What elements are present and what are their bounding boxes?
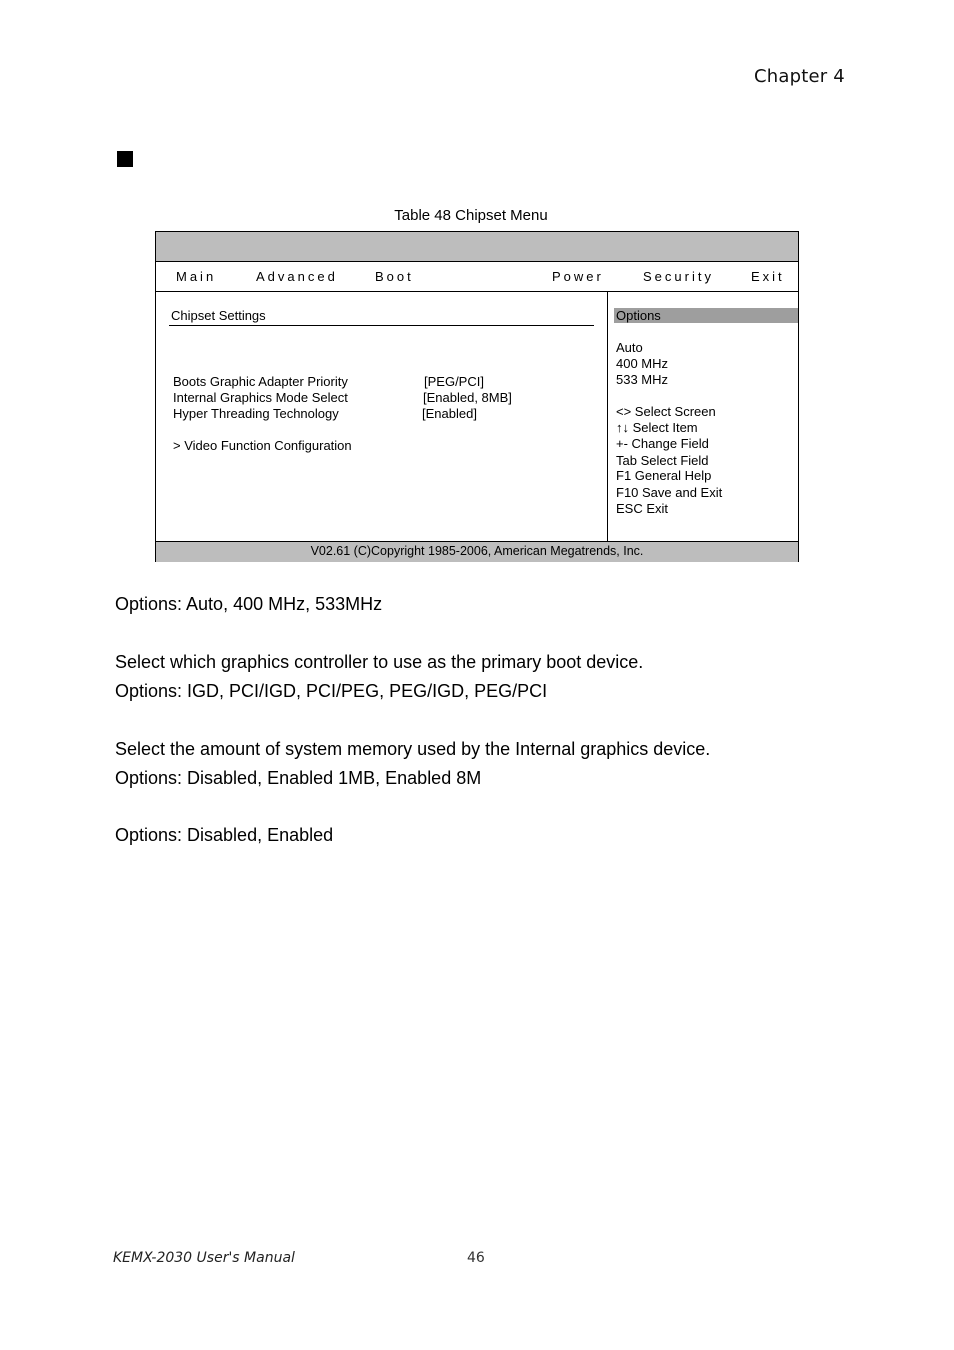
option-item: 400 MHz xyxy=(616,356,669,371)
body-paragraph: Select which graphics controller to use as the primary boot device. xyxy=(115,652,644,672)
setting-label: Hyper Threading Technology xyxy=(173,406,339,421)
body-paragraph: Options: Disabled, Enabled 1MB, Enabled 8M xyxy=(115,768,482,788)
bios-copyright-footer: V02.61 (C)Copyright 1985-2006, American Megatrends, Inc. xyxy=(156,541,798,562)
manual-title: KEMX-2030 User's Manual xyxy=(113,1250,295,1266)
body-paragraph: Options: Disabled, Enabled xyxy=(115,825,334,845)
menu-main[interactable]: Main xyxy=(176,269,217,284)
menu-security[interactable]: Security xyxy=(643,269,714,284)
setting-label: Boots Graphic Adapter Priority xyxy=(173,374,348,389)
key-help: F1 General Help xyxy=(616,468,712,483)
chapter-heading: Chapter 4 xyxy=(754,66,845,87)
option-item: Auto xyxy=(616,340,643,355)
bios-help-panel xyxy=(608,292,798,541)
submenu-video-function[interactable]: > Video Function Configuration xyxy=(173,438,352,453)
key-help: +- Change Field xyxy=(616,436,709,451)
bios-settings-panel xyxy=(156,292,608,541)
menu-exit[interactable]: Exit xyxy=(751,269,785,284)
bios-screen xyxy=(155,231,799,562)
table-caption: Table 48 Chipset Menu xyxy=(394,207,548,224)
body-paragraph: Options: IGD, PCI/IGD, PCI/PEG, PEG/IGD, PEG/PCI xyxy=(115,681,548,701)
page-number: 46 xyxy=(467,1250,485,1266)
setting-value[interactable]: [Enabled, 8MB] xyxy=(423,390,512,405)
section-bullet xyxy=(117,151,133,167)
body-paragraph: Select the amount of system memory used by the Internal graphics device. xyxy=(115,739,711,759)
setting-value[interactable]: [PEG/PCI] xyxy=(424,374,484,389)
menu-power[interactable]: Power xyxy=(552,269,604,284)
section-divider xyxy=(169,325,594,326)
key-help: ESC Exit xyxy=(616,501,669,516)
bios-menubar xyxy=(156,262,798,292)
body-paragraph: Options: Auto, 400 MHz, 533MHz xyxy=(115,594,383,614)
setting-row[interactable] xyxy=(173,406,593,422)
menu-advanced[interactable]: Advanced xyxy=(256,269,338,284)
setting-label: Internal Graphics Mode Select xyxy=(173,390,348,405)
setting-row[interactable] xyxy=(173,374,593,390)
key-help: F10 Save and Exit xyxy=(616,485,723,500)
key-help: ↑↓ Select Item xyxy=(616,420,698,435)
section-title: Chipset Settings xyxy=(171,308,266,323)
option-item: 533 MHz xyxy=(616,372,669,387)
setting-value[interactable]: [Enabled] xyxy=(422,406,477,421)
key-help: Tab Select Field xyxy=(616,453,709,468)
key-help: <> Select Screen xyxy=(616,404,716,419)
menu-boot[interactable]: Boot xyxy=(375,269,414,284)
options-header: Options xyxy=(614,308,798,323)
setting-row[interactable] xyxy=(173,390,593,406)
bios-titlebar xyxy=(156,232,798,262)
